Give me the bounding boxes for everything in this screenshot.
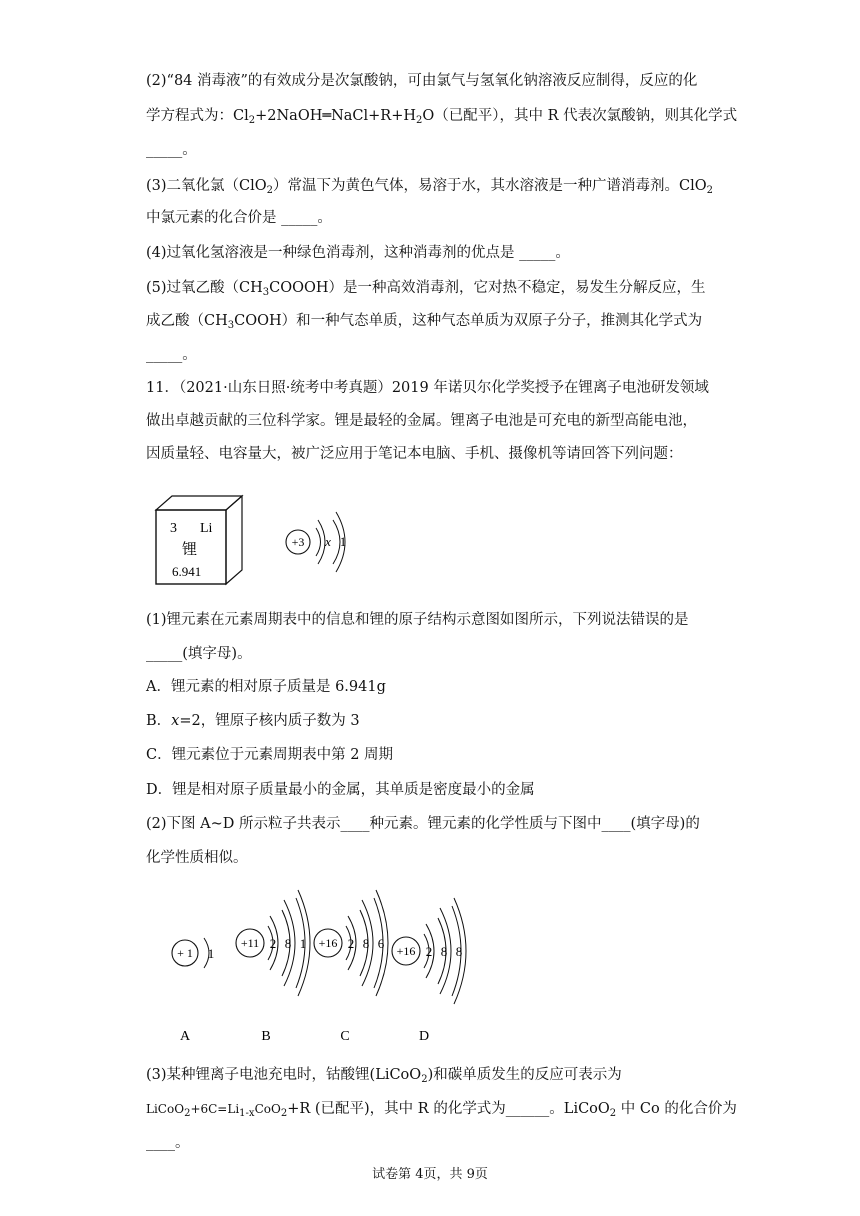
q11-p1-line2: _____(填字母)。 <box>146 646 252 662</box>
particle-b-nucleus: +11 <box>240 936 260 950</box>
particle-d <box>392 898 466 1044</box>
q11-option-c: C．锂元素位于元素周期表中第 2 周期 <box>146 747 394 763</box>
particle-c-shell2: 8 <box>362 936 370 951</box>
q10-p3-line2: 中氯元素的化合价是 _____。 <box>146 210 332 226</box>
particle-d-shell3: 8 <box>455 944 463 959</box>
q10-p2-line1: (2)“84 消毒液”的有效成分是次氯酸钠，可由氯气与氢氧化钠溶液反应制得，反应的化 <box>146 73 698 89</box>
li-shell1-count: x <box>325 534 331 549</box>
particle-d-nucleus: +16 <box>396 944 416 958</box>
element-number: 3 <box>170 521 177 536</box>
element-name: 锂 <box>182 540 198 558</box>
particle-d-label: D <box>418 1029 430 1044</box>
particle-c-shell1: 2 <box>347 936 355 951</box>
li-nucleus-charge: +3 <box>291 535 305 549</box>
q10-p5-line3: _____。 <box>146 347 197 363</box>
q11-p3-line3: ____。 <box>146 1135 190 1151</box>
li-shell2-count: 1 <box>339 534 347 549</box>
particle-c <box>314 890 388 1044</box>
li-atom-diagram <box>286 512 346 572</box>
q10-p2-line3: _____。 <box>146 142 197 158</box>
particle-c-shell3: 6 <box>377 936 385 951</box>
q10-p4-line1: (4)过氧化氢溶液是一种绿色消毒剂，这种消毒剂的优点是 _____。 <box>146 245 570 261</box>
q11-p3-line1: (3)某种锂离子电池充电时，钴酸锂(LiCoO$_2$)和碳单质发生的反应可表示为 <box>146 1067 622 1085</box>
particle-b-shell1: 2 <box>269 936 277 951</box>
q10-p2-line2: 学方程式为：$Cl_2+2NaOH═NaCl+R+H_2O$（已配平），其中 R 代表次氯酸钠，则其化学式 <box>146 108 738 126</box>
q11-p2-line1: (2)下图 A~D 所示粒子共表示____种元素。锂元素的化学性质与下图中____(填字母)的 <box>146 816 700 832</box>
q10-p3-line1: (3)二氧化氯（ClO$_2$）常温下为黄色气体，易溶于水，其水溶液是一种广谱消毒剂。ClO$_2$ <box>146 178 714 196</box>
q11-option-d: D．锂是相对原子质量最小的金属，其单质是密度最小的金属 <box>146 782 535 798</box>
particle-a-nucleus: + 1 <box>177 946 193 960</box>
q10-p5-line2: 成乙酸$(CH_3COOH)$和一种气态单质，这种气态单质为双原子分子，推测其化学式为 <box>146 313 703 331</box>
q11-option-b: B．x=2，锂原子核内质子数为 3 <box>146 713 360 729</box>
q11-option-a: A．锂元素的相对原子质量是 6.941g <box>146 679 386 695</box>
particle-b-shell2: 8 <box>284 936 292 951</box>
particle-d-shell2: 8 <box>440 944 448 959</box>
element-symbol: Li <box>200 521 213 536</box>
particle-a <box>172 938 214 1044</box>
q11-intro-line1: 11．（2021·山东日照·统考中考真题）2019 年诺贝尔化学奖授予在锂离子电池研发领域 <box>146 380 709 396</box>
q11-intro-line2: 做出卓越贡献的三位科学家。锂是最轻的金属。锂离子电池是可充电的新型高能电池， <box>146 413 697 429</box>
particle-b-shell3: 1 <box>299 936 307 951</box>
q11-p3-line2: $LiCoO_2+6C=Li_{1-x}CoO_2+R$ (已配平)，其中 R 的化学式为______。LiCoO$_2$ 中 Co 的化合价为 <box>146 1101 737 1119</box>
particle-d-shell1: 2 <box>425 944 433 959</box>
lithium-figure <box>150 490 360 590</box>
particle-c-nucleus: +16 <box>318 936 338 950</box>
particle-a-label: A <box>179 1029 191 1044</box>
particle-b-label: B <box>261 1029 271 1044</box>
page-footer: 试卷第 4页，共 9页 <box>372 1167 488 1182</box>
q11-p1-line1: (1)锂元素在元素周期表中的信息和锂的原子结构示意图如图所示，下列说法错误的是 <box>146 612 689 628</box>
q11-intro-line3: 因质量轻、电容量大，被广泛应用于笔记本电脑、手机、摄像机等请回答下列问题： <box>146 446 683 462</box>
particle-c-label: C <box>340 1029 350 1044</box>
q11-p2-line2: 化学性质相似。 <box>146 850 248 866</box>
particle-b <box>236 890 310 1044</box>
particle-a-shell1: 1 <box>207 946 215 961</box>
q10-p5-line1: (5)过氧乙酸$(CH_3COOOH)$是一种高效消毒剂，它对热不稳定，易发生分解反应，生 <box>146 280 706 298</box>
particles-figure <box>160 888 490 1048</box>
element-mass: 6.941 <box>172 564 202 579</box>
element-card <box>156 496 242 584</box>
